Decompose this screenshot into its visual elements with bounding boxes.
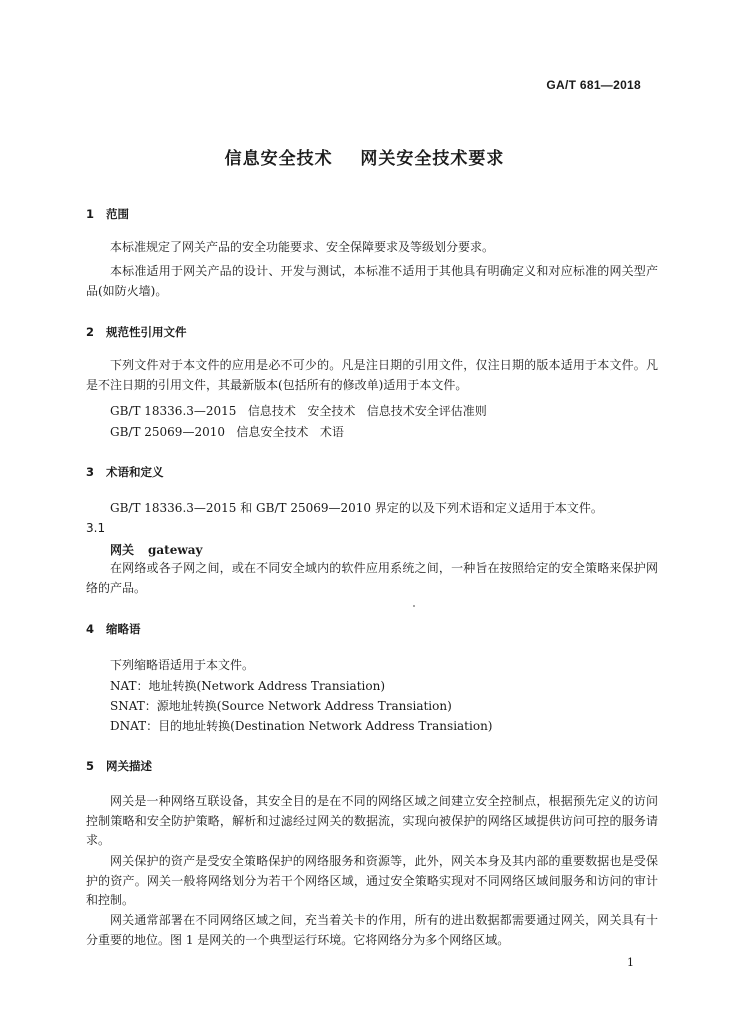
document-title: 信息安全技术 网关安全技术要求 <box>224 149 505 169</box>
term-entry <box>110 541 202 558</box>
paragraph: 本标准规定了网关产品的安全功能要求、安全保障要求及等级划分要求。 <box>110 240 495 254</box>
section-title: 术语和定义 <box>106 465 164 479</box>
reference-item: GB/T 25069—2010 信息安全技术 术语 <box>110 425 344 439</box>
abbreviation-item: DNAT：目的地址转换(Destination Network Address Transiation) <box>110 719 493 733</box>
paragraph: 下列缩略语适用于本文件。 <box>110 658 255 672</box>
paragraph: 下列文件对于本文件的应用是必不可少的。凡是注日期的引用文件，仅注日期的版本适用于本文件。凡是不注日期的引用文件，其最新版本(包括所有的修改单)适用于本文件。 <box>86 358 658 392</box>
section-number: 1 <box>86 207 95 221</box>
standard-code: GA/T 681—2018 <box>546 78 641 92</box>
term-definition: 在网络或各子网之间，或在不同安全域内的软件应用系统之间，一种旨在按照给定的安全策略来保护网络的产品。 <box>86 561 658 595</box>
paragraph: 网关是一种网络互联设备，其安全目的是在不同的网络区域之间建立安全控制点，根据预先定义的访问控制策略和安全防护策略，解析和过滤经过网关的数据流，实现向被保护的网络区域提供访问可控的服务请求。 <box>86 794 658 847</box>
section-number: 4 <box>86 622 95 636</box>
paragraph: GB/T 18336.3—2015 和 GB/T 25069—2010 界定的以及下列术语和定义适用于本文件。 <box>110 501 603 515</box>
section-heading <box>86 758 152 774</box>
clause-number: 3.1 <box>86 521 106 535</box>
abbreviation-item: NAT：地址转换(Network Address Transiation) <box>110 679 386 693</box>
section-title: 范围 <box>106 207 129 221</box>
section-number: 2 <box>86 325 95 339</box>
section-number: 5 <box>86 759 95 773</box>
section-heading <box>86 206 129 222</box>
reference-item: GB/T 18336.3—2015 信息技术 安全技术 信息技术安全评估准则 <box>110 404 487 418</box>
section-title: 缩略语 <box>106 622 141 636</box>
scan-speck <box>413 605 415 607</box>
section-number: 3 <box>86 465 95 479</box>
page-number: 1 <box>627 956 634 969</box>
section-title: 网关描述 <box>106 759 152 773</box>
paragraph: 网关通常部署在不同网络区域之间，充当着关卡的作用，所有的进出数据都需要通过网关，网关具有十分重要的地位。图 1 是网关的一个典型运行环境。它将网络分为多个网络区域。 <box>86 913 658 947</box>
section-heading <box>86 464 164 480</box>
paragraph: 本标准适用于网关产品的设计、开发与测试，本标准不适用于其他具有明确定义和对应标准的网关型产品(如防火墙)。 <box>86 264 658 298</box>
abbreviation-item: SNAT：源地址转换(Source Network Address Transiation) <box>110 699 452 713</box>
term-chinese: 网关 <box>110 543 135 557</box>
section-heading <box>86 324 187 340</box>
term-english: gateway <box>148 543 203 557</box>
section-heading <box>86 621 141 637</box>
section-title: 规范性引用文件 <box>106 325 187 339</box>
paragraph: 网关保护的资产是受安全策略保护的网络服务和资源等，此外，网关本身及其内部的重要数据也是受保护的资产。网关一般将网络划分为若干个网络区域，通过安全策略实现对不同网络区域间服务和访问的审计和控制。 <box>86 854 658 907</box>
